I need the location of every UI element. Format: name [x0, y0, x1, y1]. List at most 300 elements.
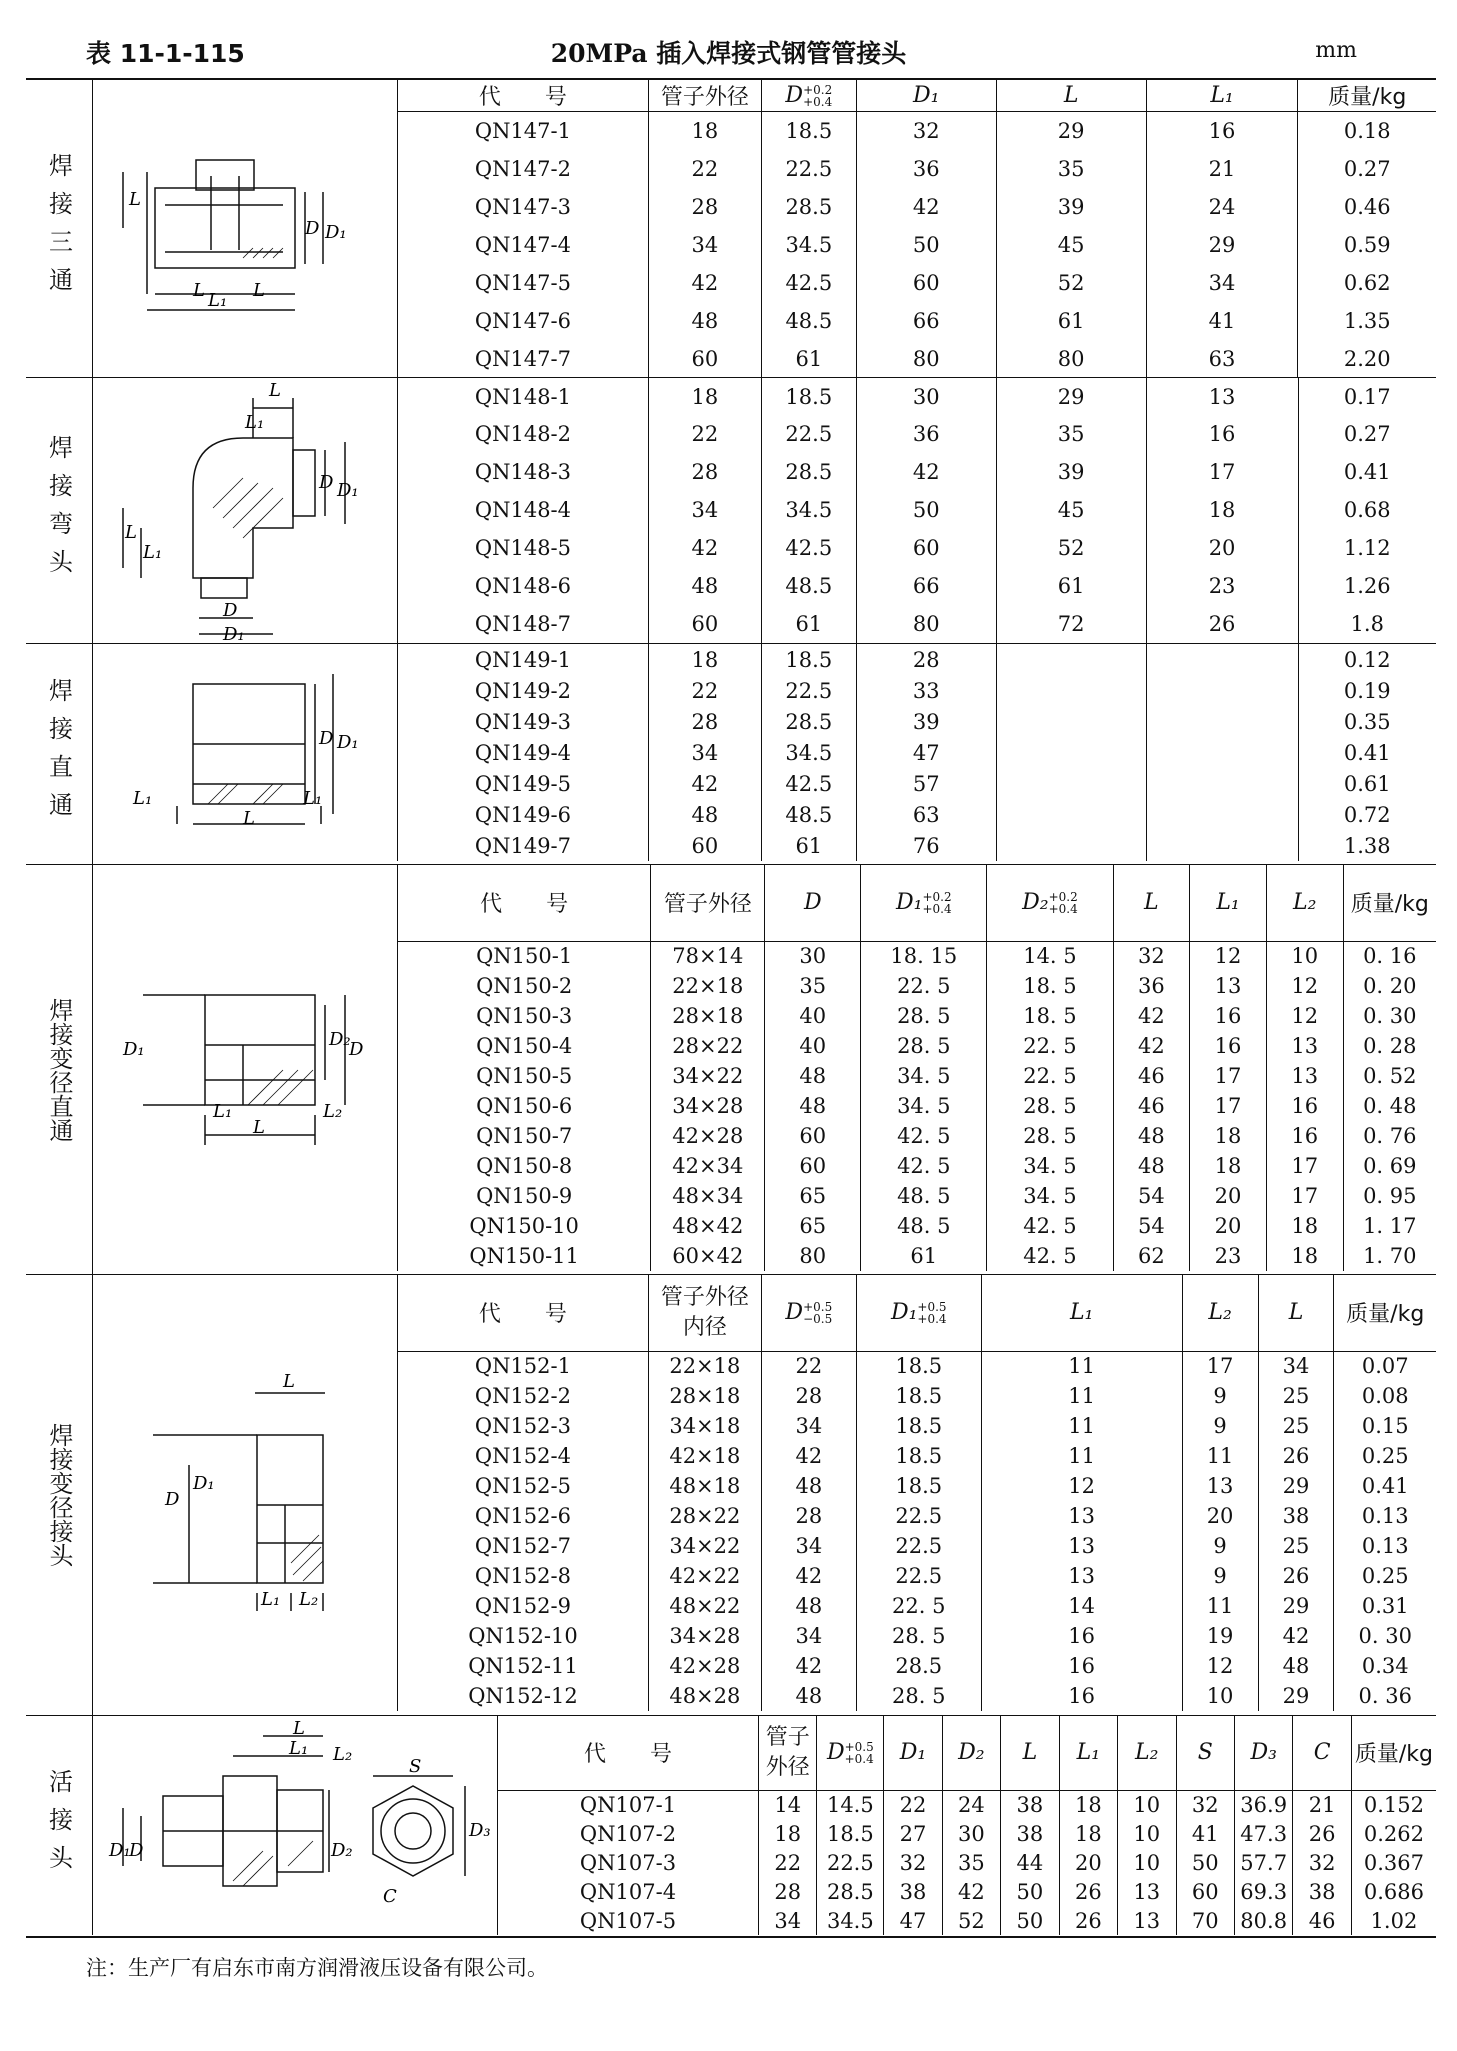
table-cell: 25: [1258, 1531, 1334, 1561]
svg-text:L: L: [125, 522, 137, 543]
table-cell: 60×42: [651, 1241, 765, 1271]
svg-text:D₁: D₁: [193, 1473, 215, 1494]
reducing-straight-drawing: [92, 865, 398, 1274]
table-cell: 17: [1190, 1061, 1267, 1091]
table-cell: 22. 5: [987, 1061, 1113, 1091]
table-cell: 0.35: [1298, 706, 1436, 737]
table-cell: QN147-5: [398, 264, 649, 302]
section-label: 焊接变径直通: [45, 997, 73, 1142]
straight-table: [397, 644, 1436, 861]
table-cell: 0.59: [1298, 226, 1436, 264]
table-cell: QN150-2: [398, 971, 651, 1001]
table-cell: 29: [996, 378, 1146, 415]
table-cell: 42.5: [761, 768, 856, 799]
table-cell: 52: [996, 529, 1146, 567]
table-cell: 18: [1190, 1151, 1267, 1181]
union-drawing-svg: [93, 1716, 498, 1935]
table-cell: 54: [1113, 1181, 1190, 1211]
table-cell: 17: [1146, 453, 1298, 491]
table-cell: 1.02: [1351, 1906, 1436, 1935]
col-pipe-od-line1: 管子外径: [660, 1284, 749, 1310]
col-d1-tol: D₁ +0.5 +0.4: [856, 1275, 981, 1351]
table-cell: QN152-2: [398, 1381, 649, 1411]
table-cell: QN149-4: [398, 737, 649, 768]
table-cell: 0. 16: [1343, 941, 1436, 971]
svg-text:L: L: [193, 280, 205, 301]
table-cell: 34.5: [761, 491, 856, 529]
table-cell: 29: [1258, 1681, 1334, 1711]
table-cell: 22.5: [817, 1848, 884, 1877]
table-cell: 35: [765, 971, 861, 1001]
table-cell: 26: [1293, 1819, 1351, 1848]
table-cell: 22: [648, 675, 761, 706]
table-cell: 46: [1293, 1906, 1351, 1935]
table-cell: QN147-2: [398, 150, 649, 188]
table-cell: QN147-7: [398, 340, 649, 378]
elbow-drawing: [92, 378, 398, 643]
table-cell: 42: [1258, 1621, 1334, 1651]
table-cell: 1. 17: [1343, 1211, 1436, 1241]
table-number: 表 11-1-115: [86, 39, 245, 68]
table-cell: 42. 5: [861, 1151, 987, 1181]
col-code: 代 号: [398, 1275, 649, 1351]
col-l: L: [1258, 1275, 1334, 1351]
table-cell: 16: [1146, 415, 1298, 453]
table-cell: 13: [1146, 378, 1298, 415]
table-cell: 28. 5: [856, 1681, 981, 1711]
reducing-joint-drawing-svg: [93, 1275, 398, 1715]
table-cell: 28.5: [761, 188, 856, 226]
table-cell: 52: [942, 1906, 1000, 1935]
col-d2: D₂: [942, 1716, 1000, 1790]
table-cell: [996, 675, 1146, 706]
table-cell: 22.5: [856, 1501, 981, 1531]
table-cell: 48: [761, 1681, 856, 1711]
table-cell: 60: [856, 264, 996, 302]
svg-text:L₁: L₁: [245, 412, 265, 433]
table-cell: 48: [761, 1471, 856, 1501]
table-cell: 0.18: [1298, 112, 1436, 150]
table-cell: 60: [648, 605, 761, 643]
table-cell: 22.5: [856, 1561, 981, 1591]
table-cell: QN147-4: [398, 226, 649, 264]
reducing-straight-drawing-svg: [93, 865, 398, 1274]
table-cell: 18.5: [761, 644, 856, 675]
table-cell: 0.13: [1334, 1531, 1436, 1561]
table-cell: 80: [765, 1241, 861, 1271]
table-cell: 22×18: [648, 1351, 761, 1381]
table-cell: 26: [1258, 1441, 1334, 1471]
table-cell: 60: [765, 1151, 861, 1181]
svg-text:L: L: [293, 1718, 305, 1739]
table-cell: 34: [761, 1411, 856, 1441]
table-cell: 34×28: [648, 1621, 761, 1651]
table-cell: 22.5: [761, 415, 856, 453]
table-cell: 35: [942, 1848, 1000, 1877]
table-cell: 28×22: [648, 1501, 761, 1531]
table-cell: 0.46: [1298, 188, 1436, 226]
table-cell: 39: [996, 188, 1146, 226]
table-cell: 0. 95: [1343, 1181, 1436, 1211]
table-cell: 0. 48: [1343, 1091, 1436, 1121]
svg-text:D₁: D₁: [223, 624, 245, 643]
table-cell: 28: [856, 644, 996, 675]
table-cell: 36.9: [1234, 1790, 1292, 1819]
table-cell: 35: [996, 415, 1146, 453]
tee-drawing-svg: [93, 80, 398, 377]
table-cell: 23: [1190, 1241, 1267, 1271]
svg-text:L₁: L₁: [143, 542, 163, 563]
table-cell: 32: [856, 112, 996, 150]
table-cell: 29: [1258, 1591, 1334, 1621]
col-l2: L₂: [1266, 865, 1343, 941]
table-cell: 21: [1293, 1790, 1351, 1819]
table-cell: QN150-9: [398, 1181, 651, 1211]
table-cell: 18: [648, 112, 761, 150]
table-cell: 18.5: [856, 1411, 981, 1441]
table-cell: 30: [765, 941, 861, 971]
table-cell: 22: [648, 415, 761, 453]
table-cell: 63: [1146, 340, 1298, 378]
table-cell: [1146, 675, 1298, 706]
table-cell: 11: [981, 1351, 1182, 1381]
table-cell: 14: [981, 1591, 1182, 1621]
table-cell: 47.3: [1234, 1819, 1292, 1848]
col-code: 代 号: [398, 80, 649, 112]
table-cell: 1.35: [1298, 302, 1436, 340]
table-cell: 34: [1146, 264, 1298, 302]
table-cell: 0. 69: [1343, 1151, 1436, 1181]
table-cell: QN149-6: [398, 799, 649, 830]
table-cell: 18.5: [761, 378, 856, 415]
table-cell: 48.5: [761, 302, 856, 340]
table-cell: 46: [1113, 1061, 1190, 1091]
table-cell: 34: [758, 1906, 816, 1935]
svg-text:D: D: [165, 1489, 180, 1510]
table-cell: 42. 5: [987, 1241, 1113, 1271]
table-cell: 42×22: [648, 1561, 761, 1591]
table-cell: 57.7: [1234, 1848, 1292, 1877]
table-cell: 36: [856, 150, 996, 188]
table-cell: 0.152: [1351, 1790, 1436, 1819]
table-cell: 38: [1001, 1790, 1059, 1819]
svg-text:D: D: [319, 728, 334, 749]
table-cell: QN152-8: [398, 1561, 649, 1591]
table-cell: 80: [996, 340, 1146, 378]
table-cell: 20: [1059, 1848, 1117, 1877]
table-cell: 28: [648, 706, 761, 737]
table-cell: 48. 5: [861, 1211, 987, 1241]
table-cell: QN148-2: [398, 415, 649, 453]
table-cell: 42.5: [761, 529, 856, 567]
table-cell: 14: [758, 1790, 816, 1819]
table-cell: 0.41: [1334, 1471, 1436, 1501]
table-cell: 17: [1266, 1151, 1343, 1181]
table-cell: 0.367: [1351, 1848, 1436, 1877]
table-cell: 32: [1113, 941, 1190, 971]
col-s: S: [1176, 1716, 1234, 1790]
table-cell: 28: [648, 453, 761, 491]
table-cell: 48×34: [651, 1181, 765, 1211]
table-cell: 16: [981, 1681, 1182, 1711]
table-cell: 80: [856, 605, 996, 643]
col-mass: 质量/kg: [1351, 1716, 1436, 1790]
col-code: 代 号: [398, 865, 651, 941]
table-cell: 20: [1190, 1211, 1267, 1241]
table-cell: QN152-3: [398, 1411, 649, 1441]
svg-text:D₁: D₁: [325, 222, 347, 243]
table-cell: 80.8: [1234, 1906, 1292, 1935]
table-cell: 0. 52: [1343, 1061, 1436, 1091]
svg-text:L: L: [269, 380, 281, 401]
svg-text:L₂: L₂: [299, 1589, 319, 1610]
table-cell: 11: [981, 1411, 1182, 1441]
table-cell: QN148-3: [398, 453, 649, 491]
svg-text:L: L: [253, 280, 265, 301]
col-pipe-od: [758, 1716, 816, 1790]
table-cell: 34. 5: [987, 1151, 1113, 1181]
svg-text:L: L: [243, 808, 255, 829]
table-cell: 26: [1059, 1906, 1117, 1935]
table-cell: 0.41: [1298, 737, 1436, 768]
table-cell: QN148-5: [398, 529, 649, 567]
table-cell: 1.8: [1298, 605, 1436, 643]
table-cell: 32: [1176, 1790, 1234, 1819]
table-cell: 18.5: [856, 1441, 981, 1471]
table-cell: QN152-11: [398, 1651, 649, 1681]
table-cell: 48×28: [648, 1681, 761, 1711]
table-cell: 13: [1182, 1471, 1258, 1501]
table-cell: 61: [996, 567, 1146, 605]
table-cell: 45: [996, 491, 1146, 529]
svg-text:S: S: [409, 1756, 422, 1777]
table-cell: 28: [761, 1501, 856, 1531]
table-cell: 48: [1258, 1651, 1334, 1681]
table-cell: 42: [761, 1651, 856, 1681]
table-cell: 0.08: [1334, 1381, 1436, 1411]
table-cell: QN147-1: [398, 112, 649, 150]
table-cell: [1146, 799, 1298, 830]
table-cell: 48×22: [648, 1591, 761, 1621]
table-cell: 44: [1001, 1848, 1059, 1877]
table-cell: 12: [1182, 1651, 1258, 1681]
table-cell: 0.19: [1298, 675, 1436, 706]
table-cell: 61: [761, 340, 856, 378]
table-cell: QN147-6: [398, 302, 649, 340]
col-pipe-od-line2: 内径: [682, 1314, 727, 1340]
table-cell: 22. 5: [856, 1591, 981, 1621]
table-cell: 45: [996, 226, 1146, 264]
svg-text:C: C: [383, 1886, 397, 1907]
table-cell: 34×18: [648, 1411, 761, 1441]
table-cell: QN150-10: [398, 1211, 651, 1241]
table-cell: 0.15: [1334, 1411, 1436, 1441]
table-cell: 16: [1190, 1031, 1267, 1061]
section-label: 焊接三通: [44, 152, 73, 305]
table-cell: QN152-6: [398, 1501, 649, 1531]
table-cell: 20: [1182, 1501, 1258, 1531]
table-cell: 34: [648, 226, 761, 264]
col-l: L: [996, 80, 1146, 112]
table-cell: 25: [1258, 1381, 1334, 1411]
table-cell: 13: [981, 1501, 1182, 1531]
table-cell: QN148-6: [398, 567, 649, 605]
table-cell: [996, 706, 1146, 737]
section-straight: [26, 644, 1436, 865]
col-d-tol: D +0.5 −0.5: [761, 1275, 856, 1351]
table-cell: QN107-2: [498, 1819, 759, 1848]
table-cell: 0.25: [1334, 1561, 1436, 1591]
table-cell: QN150-3: [398, 1001, 651, 1031]
table-cell: 33: [856, 675, 996, 706]
table-cell: 11: [1182, 1441, 1258, 1471]
table-cell: 22: [758, 1848, 816, 1877]
elbow-table: [397, 378, 1436, 643]
table-cell: 9: [1182, 1531, 1258, 1561]
table-cell: 34×28: [651, 1091, 765, 1121]
table-cell: QN150-1: [398, 941, 651, 971]
table-cell: 66: [856, 302, 996, 340]
svg-text:L₁: L₁: [261, 1589, 281, 1610]
table-cell: 0.72: [1298, 799, 1436, 830]
svg-text:D₁: D₁: [337, 732, 359, 753]
table-cell: 42: [761, 1441, 856, 1471]
table-cell: 38: [1293, 1877, 1351, 1906]
table-cell: 50: [856, 491, 996, 529]
section-label: 焊接弯头: [44, 434, 73, 587]
table-cell: 13: [981, 1561, 1182, 1591]
table-cell: 28×18: [648, 1381, 761, 1411]
table-cell: QN147-3: [398, 188, 649, 226]
svg-text:L₁: L₁: [213, 1101, 233, 1122]
table-cell: QN150-4: [398, 1031, 651, 1061]
table-cell: 18. 5: [987, 1001, 1113, 1031]
table-cell: 50: [1001, 1906, 1059, 1935]
col-l: L: [1113, 865, 1190, 941]
table-cell: 10: [1118, 1819, 1176, 1848]
table-cell: 40: [765, 1001, 861, 1031]
table-cell: 60: [1176, 1877, 1234, 1906]
table-cell: 11: [981, 1441, 1182, 1471]
table-cell: 42: [1113, 1031, 1190, 1061]
table-cell: 16: [1190, 1001, 1267, 1031]
table-cell: 18: [648, 378, 761, 415]
table-cell: 42: [648, 264, 761, 302]
table-cell: 24: [1146, 188, 1298, 226]
table-cell: 42: [648, 768, 761, 799]
table-cell: 38: [1258, 1501, 1334, 1531]
table-cell: 22: [884, 1790, 942, 1819]
table-cell: 61: [761, 830, 856, 861]
table-cell: QN149-2: [398, 675, 649, 706]
table-cell: 10: [1118, 1790, 1176, 1819]
table-cell: 47: [884, 1906, 942, 1935]
table-cell: 34: [1258, 1351, 1334, 1381]
col-d1-tol: D₁ +0.2 +0.4: [861, 865, 987, 941]
table-cell: 34: [761, 1531, 856, 1561]
table-cell: 65: [765, 1211, 861, 1241]
table-cell: 0.61: [1298, 768, 1436, 799]
section-label: 焊接直通: [44, 678, 73, 830]
table-cell: 41: [1176, 1819, 1234, 1848]
table-cell: 0. 20: [1343, 971, 1436, 1001]
table-cell: 80: [856, 340, 996, 378]
table-cell: 26: [1146, 605, 1298, 643]
table-cell: QN107-4: [498, 1877, 759, 1906]
table-cell: QN152-5: [398, 1471, 649, 1501]
table-cell: 70: [1176, 1906, 1234, 1935]
col-pipe-od-line1: 管子: [765, 1724, 810, 1750]
table-cell: 0.13: [1334, 1501, 1436, 1531]
table-cell: 25: [1258, 1411, 1334, 1441]
table-cell: 30: [942, 1819, 1000, 1848]
svg-text:D₁: D₁: [337, 480, 359, 501]
section-label: 焊接变径接头: [45, 1423, 73, 1567]
svg-text:D: D: [223, 600, 238, 621]
reducing-joint-drawing: [92, 1275, 398, 1715]
table-cell: 18: [1059, 1790, 1117, 1819]
table-cell: 42: [648, 529, 761, 567]
table-cell: [1146, 706, 1298, 737]
col-l2: L₂: [1182, 1275, 1258, 1351]
table-cell: 50: [1001, 1877, 1059, 1906]
col-d1: D₁: [856, 80, 996, 112]
table-cell: 18: [1059, 1819, 1117, 1848]
table-cell: 1.26: [1298, 567, 1436, 605]
section-elbow: [26, 378, 1436, 644]
table-cell: 42: [942, 1877, 1000, 1906]
table-cell: QN148-4: [398, 491, 649, 529]
table-cell: 39: [996, 453, 1146, 491]
table-cell: 11: [1182, 1591, 1258, 1621]
table-cell: 39: [856, 706, 996, 737]
table-cell: 48: [1113, 1151, 1190, 1181]
table-cell: 28.5: [761, 453, 856, 491]
table-cell: 18: [758, 1819, 816, 1848]
table-cell: 48: [648, 567, 761, 605]
table-cell: QN107-3: [498, 1848, 759, 1877]
table-cell: 11: [981, 1381, 1182, 1411]
table-cell: 48: [648, 302, 761, 340]
col-d1: D₁: [884, 1716, 942, 1790]
table-cell: 48.5: [761, 567, 856, 605]
table-cell: 26: [1059, 1877, 1117, 1906]
svg-text:L₂: L₂: [323, 1101, 343, 1122]
table-cell: 16: [981, 1621, 1182, 1651]
table-cell: 16: [1266, 1121, 1343, 1151]
table-cell: 10: [1266, 941, 1343, 971]
table-cell: 18: [1266, 1241, 1343, 1271]
unit-label: mm: [1315, 38, 1357, 63]
table-cell: 42: [856, 453, 996, 491]
svg-text:D₁: D₁: [123, 1039, 145, 1060]
table-cell: QN150-7: [398, 1121, 651, 1151]
table-cell: 26: [1258, 1561, 1334, 1591]
table-cell: 34×22: [648, 1531, 761, 1561]
svg-text:L₁: L₁: [208, 290, 228, 311]
col-l1: L₁: [981, 1275, 1182, 1351]
table-cell: [996, 799, 1146, 830]
table-cell: 34×22: [651, 1061, 765, 1091]
svg-text:L₁: L₁: [133, 788, 153, 809]
table-cell: 28: [761, 1381, 856, 1411]
table-cell: 48×18: [648, 1471, 761, 1501]
table-cell: 24: [942, 1790, 1000, 1819]
svg-text:D: D: [129, 1840, 144, 1861]
table-cell: 38: [884, 1877, 942, 1906]
elbow-drawing-svg: [93, 378, 398, 643]
table-cell: QN150-6: [398, 1091, 651, 1121]
